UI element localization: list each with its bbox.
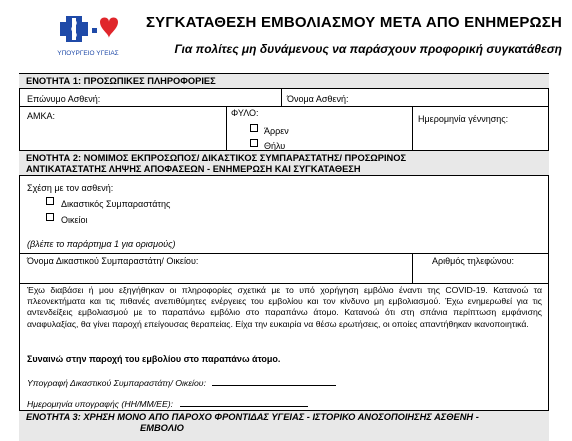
checkbox-relatives-icon[interactable] (46, 213, 54, 221)
checkbox-male-icon[interactable] (250, 124, 258, 132)
section1-heading: ΕΝΟΤΗΤΑ 1: ΠΡΟΣΩΠΙΚΕΣ ΠΛΗΡΟΦΟΡΙΕΣ (26, 76, 216, 86)
sex-option-male: Άρρεν (264, 126, 289, 136)
surname-label: Επώνυμο Ασθενή: (27, 94, 101, 104)
sign-date-line[interactable] (180, 398, 308, 407)
birthdate-label: Ημερομηνία γέννησης: (418, 114, 509, 124)
signature-row (27, 377, 336, 388)
phone-label: Αριθμός τηλεφώνου: (432, 256, 515, 266)
relation-label: Σχέση με τον ασθενή: (27, 183, 114, 193)
section3-heading-line1: ΕΝΟΤΗΤΑ 3: ΧΡΗΣΗ ΜΟΝΟ ΑΠΟ ΠΑΡΟΧΟ ΦΡΟΝΤΙΔΑΣ ΥΓΕΙΑΣ - ΙΣΤΟΡΙΚΟ ΑΝΟΣΟΠΟΙΗΣΗΣ ΑΣΘΕΝΗ - (26, 412, 479, 422)
sex-label: ΦΥΛΟ: (231, 108, 259, 118)
section2-heading-line2: ΑΝΤΙΚΑΤΑΣΤΑΤΗΣ ΛΗΨΗΣ ΑΠΟΦΑΣΕΩΝ - ΕΝΗΜΕΡΩΣΗ ΚΑΙ ΣΥΓΚΑΤΑΘΕΣΗ (26, 164, 361, 174)
consent-line: Συναινώ στην παροχή του εμβολίου στο παραπάνω άτομο. (27, 354, 281, 364)
guardian-name-label: Όνομα Δικαστικού Συμπαραστάτη/ Οικείου: (27, 256, 199, 266)
logo-caption: ΥΠΟΥΡΓΕΙΟ ΥΓΕΙΑΣ (57, 50, 119, 57)
checkbox-female-icon[interactable] (250, 139, 258, 147)
relation-option-guardian: Δικαστικός Συμπαραστάτης (61, 199, 171, 209)
checkbox-judicial-guardian-icon[interactable] (46, 197, 54, 205)
signature-line[interactable] (212, 377, 336, 386)
sex-option-female: Θήλυ (264, 141, 286, 151)
relation-option-relatives: Οικείοι (61, 215, 88, 225)
signature-label: Υπογραφή Δικαστικού Συμπαραστάτη/ Οικείου: (27, 378, 206, 388)
section3-heading-line2: ΕΜΒΟΛΙΟ (140, 423, 184, 433)
form-title: ΣΥΓΚΑΤΑΘΕΣΗ ΕΜΒΟΛΙΑΣΜΟΥ ΜΕΤΑ ΑΠΟ ΕΝΗΜΕΡΩΣΗ (145, 14, 562, 31)
form-subtitle: Για πολίτες μη δυνάμενους να παράσχουν προφορική συγκατάθεση (174, 42, 562, 56)
sign-date-row (27, 398, 308, 409)
consent-statement: Έχω διαβάσει ή μου εξηγήθηκαν οι πληροφορίες σχετικά με το υπό χορήγηση εμβόλιο έναντι της COVID-19. Κατανοώ τα πλεονεκτήματα και τις πιθανές ανεπιθύμητες ενέργειες του εμβολίου και τον κίνδυνο μη εμβολιασμού. Έχω ενημερωθεί για τις αντενδείξεις εμβολιασμού με το παραπάνω εμβόλιο στο παραπάνω άτομο. Κατανοώ ότι στη σπάνια περίπτωση εμφάνισης αναφυλαξίας, θα γίνει παροχή επείγουσας θεραπείας. Είχα την ευκαιρία να θέσω ερωτήσεις, οι οποίες απαντήθηκαν ικανοποιητικά. (27, 285, 542, 329)
sign-date-label: Ημερομηνία υπογραφής (ΗΗ/ΜΜ/ΕΕ): (27, 399, 174, 409)
name-label: Όνομα Ασθενή: (287, 94, 349, 104)
appendix-note: (βλέπε το παράρτημα 1 για ορισμούς) (27, 239, 176, 249)
section2-heading-line1: ΕΝΟΤΗΤΑ 2: ΝΟΜΙΜΟΣ ΕΚΠΡΟΣΩΠΟΣ/ ΔΙΚΑΣΤΙΚΟΣ ΣΥΜΠΑΡΑΣΤΑΤΗΣ/ ΠΡΟΣΩΡΙΝΟΣ (26, 153, 407, 163)
amka-label: ΑΜΚΑ: (27, 111, 56, 121)
